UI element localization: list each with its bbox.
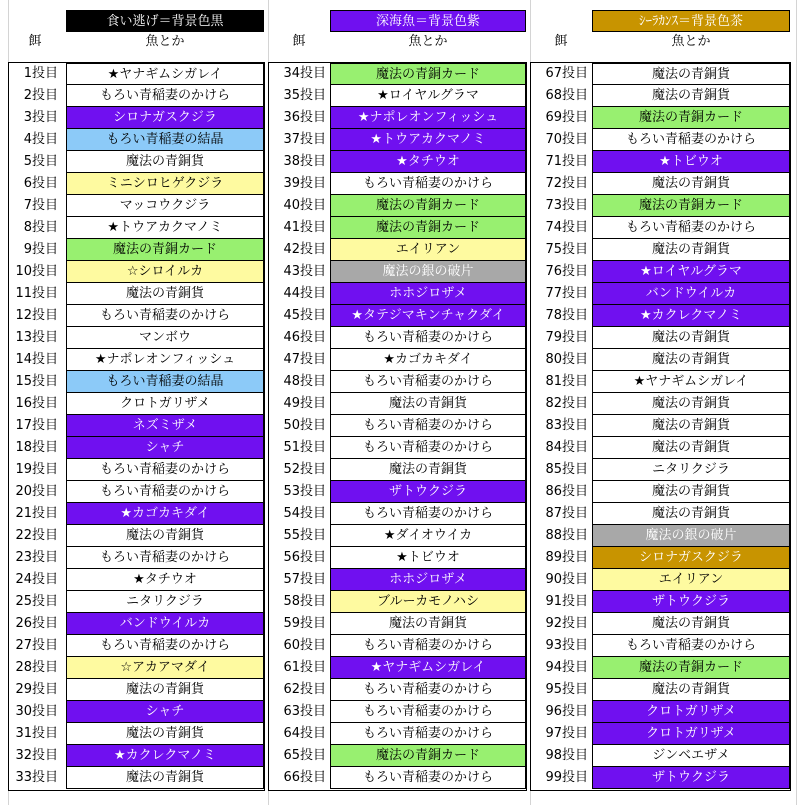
throw-number: 2投目 [23,88,58,103]
throw-number: 96投目 [545,704,588,719]
throw-number: 10投目 [15,264,58,279]
throw-number: 21投目 [15,506,58,521]
fish-cell: ブルーカモノハシ [330,591,526,613]
fish-cell: マッコウクジラ [66,195,264,217]
throw-number: 33投目 [15,770,58,785]
throw-number: 53投目 [283,484,326,499]
fish-cell: もろい青稲妻のかけら [592,129,790,151]
fish-cell: バンドウイルカ [66,613,264,635]
fish-cell: ★トビウオ [592,151,790,173]
throw-number: 39投目 [283,176,326,191]
fish-cell: エイリアン [592,569,790,591]
fish-cell: ★トビウオ [330,547,526,569]
throw-number: 46投目 [283,330,326,345]
throw-number: 31投目 [15,726,58,741]
header-fish: 魚とか [671,34,711,49]
fish-cell: ☆シロイルカ [66,261,264,283]
throw-number: 60投目 [283,638,326,653]
fish-cell: バンドウイルカ [592,283,790,305]
throw-number: 48投目 [283,374,326,389]
throw-number: 88投目 [545,528,588,543]
throw-number: 86投目 [545,484,588,499]
fish-cell: もろい青稲妻のかけら [330,767,526,789]
fish-cell: 魔法の青銅貨 [330,393,526,415]
fish-cell: 魔法の青銅貨 [592,415,790,437]
throw-number: 79投目 [545,330,588,345]
header-bait: 餌 [292,34,306,49]
throw-number: 91投目 [545,594,588,609]
throw-number: 43投目 [283,264,326,279]
fish-cell: ★ヤナギムシガレイ [592,371,790,393]
header-fish: 魚とか [408,34,448,49]
fish-cell: ★ナポレオンフィッシュ [330,107,526,129]
throw-number: 83投目 [545,418,588,433]
throw-number: 93投目 [545,638,588,653]
fish-cell: ★タチウオ [330,151,526,173]
throw-number: 38投目 [283,154,326,169]
throw-number: 74投目 [545,220,588,235]
fish-cell: もろい青稲妻のかけら [330,635,526,657]
fish-cell: ニタリクジラ [66,591,264,613]
throw-number: 4投目 [23,132,58,147]
throw-number: 28投目 [15,660,58,675]
fish-cell: 魔法の銀の破片 [330,261,526,283]
throw-number: 61投目 [283,660,326,675]
fish-cell: 魔法の青銅貨 [592,679,790,701]
fish-cell: 魔法の青銅貨 [592,393,790,415]
throw-number: 1投目 [23,66,58,81]
throw-number: 34投目 [283,66,326,81]
throw-number: 12投目 [15,308,58,323]
throw-number: 81投目 [545,374,588,389]
throw-number: 69投目 [545,110,588,125]
fish-cell: シロナガスクジラ [592,547,790,569]
fish-cell: ☆アカアマダイ [66,657,264,679]
fish-cell: シャチ [66,437,264,459]
header-bait: 餌 [28,34,42,49]
fish-cell: もろい青稲妻のかけら [66,481,264,503]
throw-number: 63投目 [283,704,326,719]
fish-cell: もろい青稲妻のかけら [330,415,526,437]
throw-number: 55投目 [283,528,326,543]
fish-cell: 魔法の青銅貨 [592,327,790,349]
throw-number: 68投目 [545,88,588,103]
fish-cell: もろい青稲妻のかけら [592,635,790,657]
throw-number: 50投目 [283,418,326,433]
fish-cell: ★ナポレオンフィッシュ [66,349,264,371]
fish-cell: ★タチウオ [66,569,264,591]
throw-number: 67投目 [545,66,588,81]
throw-number: 11投目 [15,286,58,301]
fish-cell: ★ダイオウイカ [330,525,526,547]
fish-cell: もろい青稲妻のかけら [330,701,526,723]
fish-cell: ★トウアカクマノミ [330,129,526,151]
fish-cell: 魔法の青銅貨 [330,613,526,635]
fish-cell: 魔法の青銅カード [330,63,526,85]
throw-number: 19投目 [15,462,58,477]
fish-cell: 魔法の青銅貨 [592,437,790,459]
fish-cell: 魔法の青銅貨 [66,679,264,701]
fish-cell: 魔法の青銅貨 [592,239,790,261]
fish-cell: シャチ [66,701,264,723]
fish-cell: 魔法の青銅貨 [592,173,790,195]
throw-number: 23投目 [15,550,58,565]
legend-label: ｼｰﾗｶﾝｽ＝背景色茶 [592,10,790,32]
throw-number: 80投目 [545,352,588,367]
throw-number: 20投目 [15,484,58,499]
throw-number: 35投目 [283,88,326,103]
fish-cell: ホホジロザメ [330,283,526,305]
fish-cell: クロトガリザメ [66,393,264,415]
throw-number: 7投目 [23,198,58,213]
fish-cell: シロナガスクジラ [66,107,264,129]
fish-cell: 魔法の青銅貨 [66,525,264,547]
fish-cell: 魔法の青銅貨 [592,481,790,503]
throw-number: 9投目 [23,242,58,257]
fish-cell: 魔法の青銅貨 [592,613,790,635]
throw-number: 45投目 [283,308,326,323]
throw-number: 98投目 [545,748,588,763]
fish-cell: 魔法の青銅貨 [66,283,264,305]
fish-cell: もろい青稲妻のかけら [66,85,264,107]
fish-cell: もろい青稲妻のかけら [330,679,526,701]
fish-cell: ★カクレクマノミ [66,745,264,767]
fish-cell: もろい青稲妻のかけら [330,371,526,393]
throw-number: 97投目 [545,726,588,741]
throw-number: 70投目 [545,132,588,147]
throw-number: 17投目 [15,418,58,433]
fish-cell: ホホジロザメ [330,569,526,591]
throw-number: 59投目 [283,616,326,631]
throw-number: 32投目 [15,748,58,763]
legend-label: 食い逃げ＝背景色黒 [66,10,264,32]
throw-number: 22投目 [15,528,58,543]
fish-cell: ★ヤナギムシガレイ [66,63,264,85]
fish-cell: ザトウクジラ [330,481,526,503]
throw-number: 26投目 [15,616,58,631]
fish-cell: 魔法の青銅カード [330,745,526,767]
fish-cell: ★ヤナギムシガレイ [330,657,526,679]
fish-cell: もろい青稲妻のかけら [66,459,264,481]
throw-number: 37投目 [283,132,326,147]
fish-cell: もろい青稲妻のかけら [330,437,526,459]
throw-number: 27投目 [15,638,58,653]
fish-cell: 魔法の青銅貨 [592,85,790,107]
fish-cell: クロトガリザメ [592,723,790,745]
fish-cell: もろい青稲妻のかけら [66,305,264,327]
fish-cell: ★カクレクマノミ [592,305,790,327]
fish-cell: クロトガリザメ [592,701,790,723]
throw-number: 65投目 [283,748,326,763]
fish-cell: ★カゴカキダイ [330,349,526,371]
throw-number: 3投目 [23,110,58,125]
fish-cell: ザトウクジラ [592,591,790,613]
fish-cell: 魔法の青銅貨 [592,349,790,371]
header-bait: 餌 [554,34,568,49]
fish-cell: ★カゴカキダイ [66,503,264,525]
header-fish: 魚とか [145,34,185,49]
throw-number: 36投目 [283,110,326,125]
throw-number: 8投目 [23,220,58,235]
throw-number: 15投目 [15,374,58,389]
throw-number: 62投目 [283,682,326,697]
throw-number: 25投目 [15,594,58,609]
fish-cell: 魔法の青銅カード [330,195,526,217]
throw-number: 66投目 [283,770,326,785]
throw-number: 49投目 [283,396,326,411]
fish-cell: もろい青稲妻のかけら [330,173,526,195]
throw-number: 29投目 [15,682,58,697]
fish-cell: 魔法の青銅カード [330,217,526,239]
throw-number: 87投目 [545,506,588,521]
fish-cell: もろい青稲妻の結晶 [66,129,264,151]
legend-label: 深海魚＝背景色紫 [330,10,526,32]
fish-cell: ★タテジマキンチャクダイ [330,305,526,327]
fish-cell: 魔法の青銅貨 [330,459,526,481]
fish-cell: もろい青稲妻の結晶 [66,371,264,393]
fish-cell: ザトウクジラ [592,767,790,789]
throw-number: 16投目 [15,396,58,411]
fish-cell: 魔法の青銅貨 [592,503,790,525]
throw-number: 99投目 [545,770,588,785]
throw-number: 24投目 [15,572,58,587]
fish-cell: 魔法の青銅カード [592,107,790,129]
fish-cell: エイリアン [330,239,526,261]
fish-cell: ★トウアカクマノミ [66,217,264,239]
throw-number: 85投目 [545,462,588,477]
throw-number: 6投目 [23,176,58,191]
fish-cell: もろい青稲妻のかけら [66,635,264,657]
throw-number: 89投目 [545,550,588,565]
throw-number: 64投目 [283,726,326,741]
throw-number: 84投目 [545,440,588,455]
throw-number: 5投目 [23,154,58,169]
fish-cell: 魔法の青銅貨 [66,151,264,173]
throw-number: 56投目 [283,550,326,565]
throw-number: 78投目 [545,308,588,323]
gridline [796,0,797,805]
throw-number: 13投目 [15,330,58,345]
throw-number: 73投目 [545,198,588,213]
fish-cell: 魔法の青銅貨 [66,767,264,789]
fish-cell: ★ロイヤルグラマ [592,261,790,283]
throw-number: 76投目 [545,264,588,279]
throw-number: 77投目 [545,286,588,301]
fish-cell: 魔法の青銅貨 [592,63,790,85]
throw-number: 51投目 [283,440,326,455]
throw-number: 44投目 [283,286,326,301]
throw-number: 41投目 [283,220,326,235]
throw-number: 94投目 [545,660,588,675]
fish-cell: ニタリクジラ [592,459,790,481]
throw-number: 42投目 [283,242,326,257]
fish-cell: ジンベエザメ [592,745,790,767]
throw-number: 95投目 [545,682,588,697]
fish-cell: ミニシロヒゲクジラ [66,173,264,195]
fish-cell: もろい青稲妻のかけら [592,217,790,239]
throw-number: 92投目 [545,616,588,631]
fish-cell: もろい青稲妻のかけら [330,327,526,349]
throw-number: 75投目 [545,242,588,257]
throw-number: 58投目 [283,594,326,609]
fish-cell: マンボウ [66,327,264,349]
throw-number: 30投目 [15,704,58,719]
throw-number: 82投目 [545,396,588,411]
fish-cell: もろい青稲妻のかけら [330,723,526,745]
fish-cell: 魔法の青銅カード [592,657,790,679]
fish-cell: 魔法の青銅貨 [66,723,264,745]
fish-cell: もろい青稲妻のかけら [66,547,264,569]
throw-number: 40投目 [283,198,326,213]
throw-number: 52投目 [283,462,326,477]
throw-number: 14投目 [15,352,58,367]
fish-cell: 魔法の青銅カード [66,239,264,261]
throw-number: 72投目 [545,176,588,191]
fish-cell: ネズミザメ [66,415,264,437]
throw-number: 57投目 [283,572,326,587]
throw-number: 90投目 [545,572,588,587]
fish-cell: 魔法の青銅カード [592,195,790,217]
throw-number: 18投目 [15,440,58,455]
throw-number: 71投目 [545,154,588,169]
throw-number: 54投目 [283,506,326,521]
fish-cell: もろい青稲妻のかけら [330,503,526,525]
fish-cell: 魔法の銀の破片 [592,525,790,547]
throw-number: 47投目 [283,352,326,367]
fish-cell: ★ロイヤルグラマ [330,85,526,107]
